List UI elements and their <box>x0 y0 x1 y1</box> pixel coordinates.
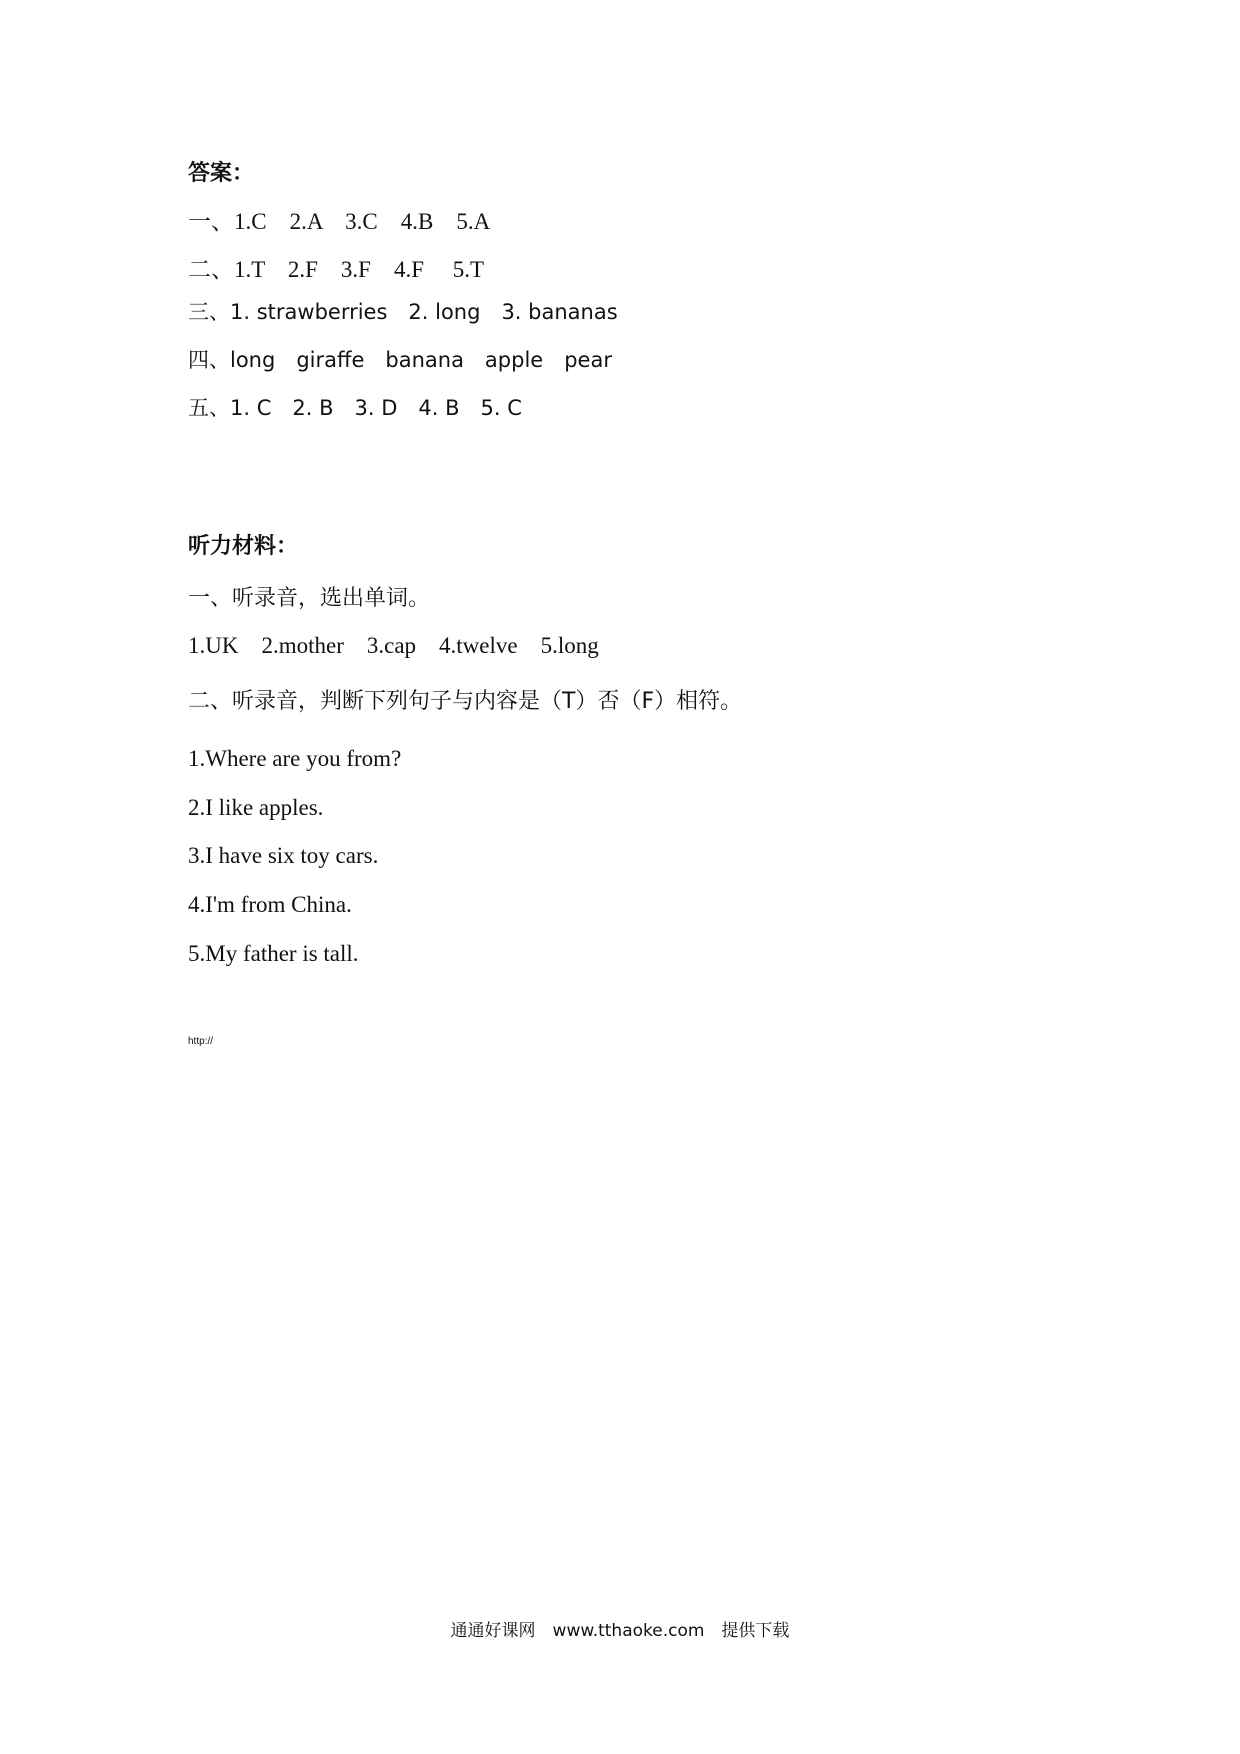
listening-part2-title: 二、听录音，判断下列句子与内容是（T）否（F）相符。 <box>188 689 743 714</box>
url-note: http:// <box>188 1036 214 1047</box>
page-footer: 通通好课网 www.tthaoke.com 提供下载 <box>450 1621 790 1641</box>
answers-heading: 答案： <box>188 161 255 186</box>
sentence-2: 2.I like apples. <box>188 795 324 820</box>
listening-part1-title: 一、听录音，选出单词。 <box>188 586 431 611</box>
answer-line-5: 五、1. C 2. B 3. D 4. B 5. C <box>188 396 522 420</box>
answer-line-1: 一、1.C 2.A 3.C 4.B 5.A <box>188 209 491 234</box>
sentence-5: 5.My father is tall. <box>188 941 359 966</box>
listening-part1-words: 1.UK 2.mother 3.cap 4.twelve 5.long <box>188 633 599 658</box>
sentence-4: 4.I'm from China. <box>188 892 352 917</box>
sentence-1: 1.Where are you from? <box>188 746 402 771</box>
answer-line-2: 二、1.T 2.F 3.F 4.F 5.T <box>188 257 485 282</box>
answer-line-3: 三、1. strawberries 2. long 3. bananas <box>188 300 618 324</box>
listening-heading: 听力材料： <box>188 534 299 559</box>
sentence-3: 3.I have six toy cars. <box>188 843 379 868</box>
answer-line-4: 四、long giraffe banana apple pear <box>188 348 612 372</box>
